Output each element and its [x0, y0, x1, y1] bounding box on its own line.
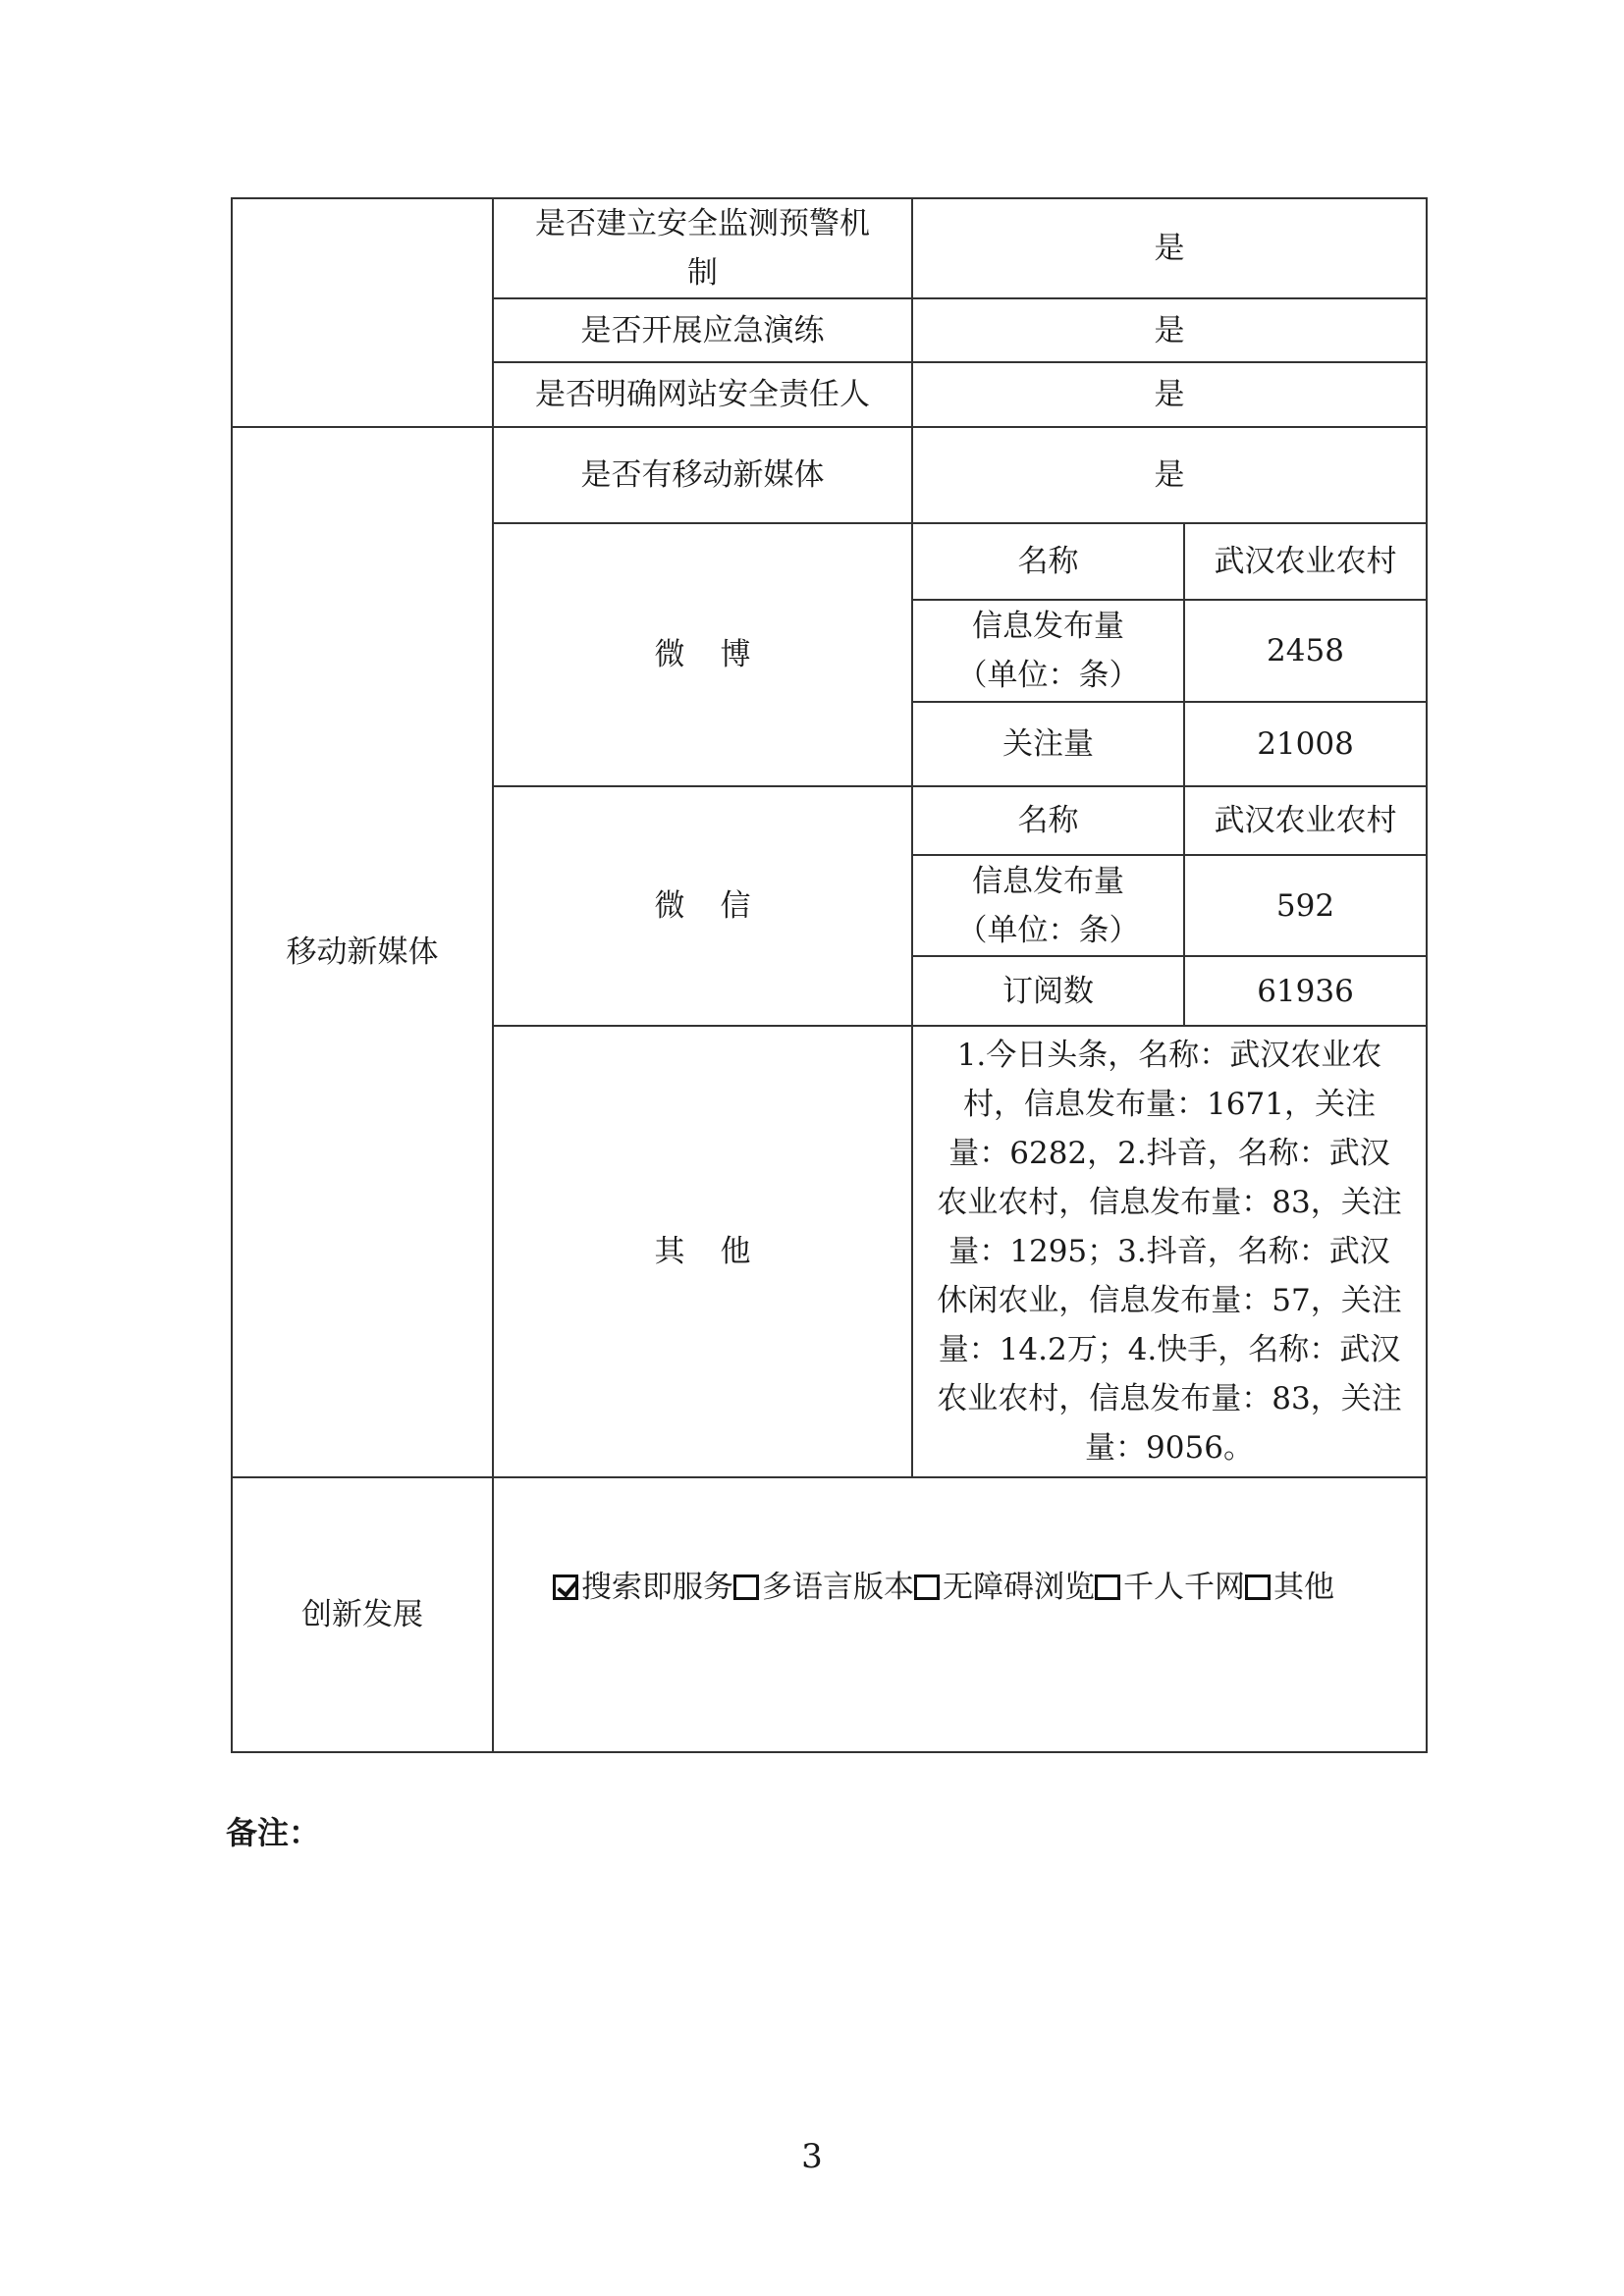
checkbox-empty-icon[interactable] — [1095, 1575, 1120, 1600]
wechat-name-label: 名称 — [912, 786, 1184, 855]
page-number: 3 — [801, 2137, 823, 2176]
weibo-name-value: 武汉农业农村 — [1184, 523, 1427, 600]
monitoring-label: 是否建立安全监测预警机制 — [493, 198, 912, 298]
weibo-name-label: 名称 — [912, 523, 1184, 600]
mobile-media-label: 移动新媒体 — [232, 427, 493, 1477]
option-personalized[interactable]: 千人千网 — [1095, 1563, 1245, 1612]
other-text: 1.今日头条，名称：武汉农业农村，信息发布量：1671，关注量：6282，2.抖音，名称：武汉农业农村，信息发布量：83，关注量：1295；3.抖音，名称：武汉休闲农业，信息发布量：57，关注量：14.2万；4.快手，名称：武汉农业农村，信息发布量：83，关注量：9056。 — [912, 1026, 1427, 1477]
checkbox-empty-icon[interactable] — [733, 1575, 759, 1600]
remark-label: 备注： — [226, 1814, 321, 1851]
wechat-posts-value: 592 — [1184, 855, 1427, 956]
wechat-subscribers-value: 61936 — [1184, 956, 1427, 1026]
weibo-label: 微博 — [493, 523, 912, 786]
has-media-label: 是否有移动新媒体 — [493, 427, 912, 523]
checkbox-empty-icon[interactable] — [914, 1575, 940, 1600]
option-multilingual[interactable]: 多语言版本 — [733, 1563, 914, 1612]
weibo-followers-label: 关注量 — [912, 702, 1184, 786]
drill-value: 是 — [912, 298, 1427, 362]
drill-label: 是否开展应急演练 — [493, 298, 912, 362]
innovation-options — [493, 1477, 1427, 1752]
has-media-value: 是 — [912, 427, 1427, 523]
wechat-subscribers-label: 订阅数 — [912, 956, 1184, 1026]
responsible-value: 是 — [912, 362, 1427, 427]
weibo-followers-value: 21008 — [1184, 702, 1427, 786]
responsible-label: 是否明确网站安全责任人 — [493, 362, 912, 427]
wechat-name-value: 武汉农业农村 — [1184, 786, 1427, 855]
option-accessibility[interactable]: 无障碍浏览 — [914, 1563, 1095, 1612]
checkbox-checked-icon[interactable] — [553, 1575, 578, 1600]
report-table — [231, 197, 1428, 1753]
weibo-posts-value: 2458 — [1184, 600, 1427, 702]
innovation-label: 创新发展 — [232, 1477, 493, 1752]
wechat-posts-label: 信息发布量（单位：条） — [912, 855, 1184, 956]
monitoring-value: 是 — [912, 198, 1427, 298]
other-label: 其他 — [493, 1026, 912, 1477]
option-other[interactable]: 其他 — [1245, 1563, 1334, 1612]
checkbox-empty-icon[interactable] — [1245, 1575, 1271, 1600]
weibo-posts-label: 信息发布量（单位：条） — [912, 600, 1184, 702]
wechat-label: 微信 — [493, 786, 912, 1026]
security-section-cell — [232, 198, 493, 427]
option-search-service[interactable]: 搜索即服务 — [553, 1563, 733, 1612]
